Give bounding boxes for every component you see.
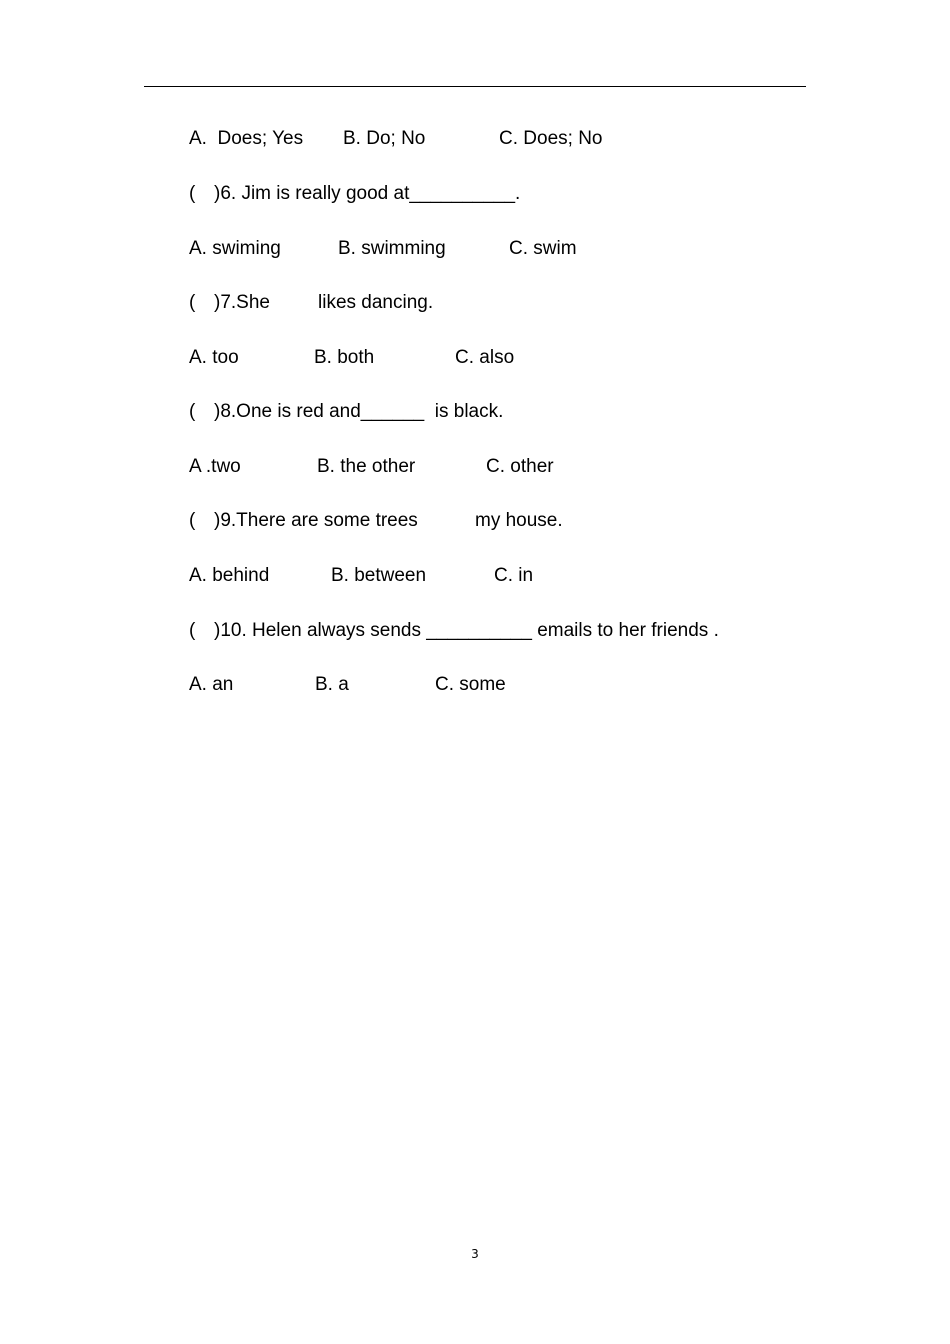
option-b: B. both — [314, 347, 375, 368]
question-text: )9.There are some trees — [214, 510, 418, 531]
page-number: 3 — [471, 1247, 479, 1261]
question-text: )7.She — [214, 292, 270, 313]
option-b: B. swimming — [338, 238, 446, 259]
option-c: C. in — [494, 565, 534, 586]
question-text: )6. Jim is really good at__________. — [214, 183, 521, 204]
answer-bracket-open: ( — [189, 401, 196, 422]
option-a: A. an — [189, 674, 234, 695]
option-b: B. between — [331, 565, 427, 586]
question-text-continued: likes dancing. — [318, 292, 434, 313]
question-text-continued: my house. — [475, 510, 563, 531]
answer-bracket-open: ( — [189, 510, 196, 531]
question-text: )8.One is red and______ is black. — [214, 401, 504, 422]
option-c: C. some — [435, 674, 506, 695]
answer-bracket-open: ( — [189, 183, 196, 204]
option-c: C. also — [455, 347, 515, 368]
option-a: A. too — [189, 347, 239, 368]
option-a: A. swiming — [189, 238, 281, 259]
question-text: )10. Helen always sends __________ emails to her friends . — [214, 620, 719, 641]
answer-bracket-open: ( — [189, 292, 196, 313]
option-a: A. Does; Yes — [189, 128, 304, 149]
answer-bracket-open: ( — [189, 620, 196, 641]
option-a: A .two — [189, 456, 241, 477]
option-c: C. other — [486, 456, 554, 477]
option-c: C. swim — [509, 238, 577, 259]
option-b: B. Do; No — [343, 128, 426, 149]
header-rule — [144, 86, 806, 87]
option-a: A. behind — [189, 565, 270, 586]
option-b: B. a — [315, 674, 349, 695]
option-c: C. Does; No — [499, 128, 603, 149]
option-b: B. the other — [317, 456, 416, 477]
